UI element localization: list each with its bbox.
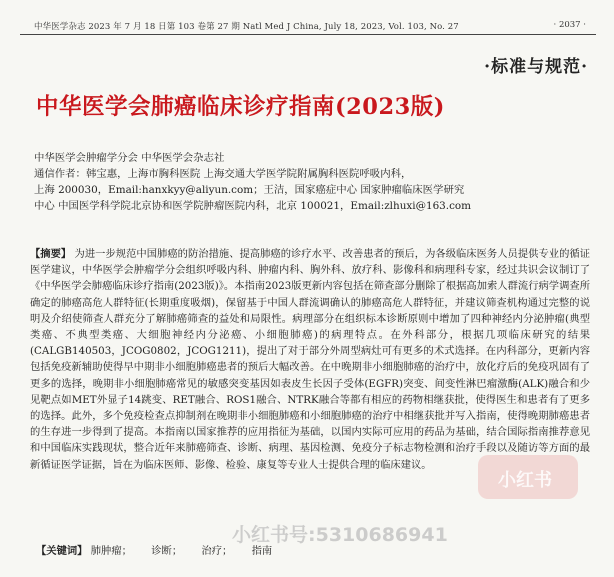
keyword: 指南 <box>251 545 273 557</box>
watermark-id: 小红书号:5310686941 <box>232 524 448 546</box>
running-header-page-number: · 2037 · <box>553 20 586 30</box>
abstract <box>30 246 590 473</box>
abstract-text: 为进一步规范中国肺癌的防治措施、提高肺癌的诊疗水平、改善患者的预后，为各级临床医务人员提供专业的循证医学建议，中华医学会肿瘤学分会组织呼吸内科、肿瘤内科、胸外科、放疗科、影像科和病理科专家，经过共识会议制订了《中华医学会肺癌临床诊疗指南(2023版)》。本指南2023版更新内容包括在筛查部分删除了根据高加索人群流行病学调查所确定的肺癌高危人群特征(长期重度吸烟)，保留基于中国人群流调确认的肺癌高危人群特征，并建议筛查机构通过完整的说明及介绍使筛查人群充分了解肺癌筛查的益处和局限性。病理部分在组织标本诊断原则中增加了四种神经内分泌肿瘤(典型类癌、不典型类癌、大细胞神经内分泌癌、小细胞肺癌)的病理特点。在外科部分，根据几项临床研究的结果(CALGB140503，JCOG0802，JCOG1211)，提出了对于部分外周型病灶可有更多的术式选择。在内科部分，更新内容包括免疫新辅助使得早中期非小细胞肺癌患者的预后大幅改善。在中晚期非小细胞肺癌的治疗中，放化疗后的免疫巩固有了更多的选择，晚期非小细胞肺癌常见的敏感突变基因如表皮生长因子受体(EGFR)突变、间变性淋巴瘤激酶(ALK)融合和少见靶点如MET外显子14跳变、RET融合、ROS1融合、NTRK融合等都有相应的药物相继获批，使得医生和患者有了更多的选择。此外，多个免疫检查点抑制剂在晚期非小细胞肺癌和小细胞肺癌的治疗中相继获批并写入指南，使得晚期肺癌患者的生存进一步得到了提高。本指南以国家推荐的应用指征为基础，以国内实际可应用的药品为基础，结合国际指南推荐意见和中国临床实践现状，整合近年来肺癌筛查、诊断、病理、基因检测、免疫分子标志物检测和治疗手段以及随访等方面的最新循证医学证据，旨在为临床医师、影像、检验、康复等专业人士提供合理的临床建议。 <box>30 248 591 471</box>
author-line: 通信作者：韩宝惠，上海市胸科医院 上海交通大学医学院附属胸科医院呼吸内科， <box>34 168 412 180</box>
author-block <box>34 150 594 214</box>
author-line: 上海 200030，Email:hanxkyy@aliyun.com；王洁，国家癌症中心 国家肿瘤临床医学研究 <box>34 184 465 196</box>
article-title: 中华医学会肺癌临床诊疗指南(2023版) <box>36 94 445 120</box>
author-line: 中华医学会肿瘤学分会 中华医学会杂志社 <box>34 152 225 164</box>
keyword: 肺肿瘤； <box>90 545 132 557</box>
abstract-tag: 【摘要】 <box>30 248 72 260</box>
keywords-tag: 【关键词】 <box>36 545 88 557</box>
watermark-logo-text: 小红书 <box>498 470 552 491</box>
keyword: 治疗； <box>201 545 233 557</box>
author-line: 中心 中国医学科学院北京协和医学院肿瘤医院内科，北京 100021，Email:zlhuxi@163.com <box>34 200 472 212</box>
header-rule <box>20 34 596 35</box>
column-label: ·标准与规范· <box>484 57 588 77</box>
keyword: 诊断； <box>151 545 183 557</box>
running-header-journal: 中华医学杂志 2023 年 7 月 18 日第 103 卷第 27 期 Natl Med J China, July 18, 2023, Vol. 103, No. 27 <box>34 22 459 32</box>
